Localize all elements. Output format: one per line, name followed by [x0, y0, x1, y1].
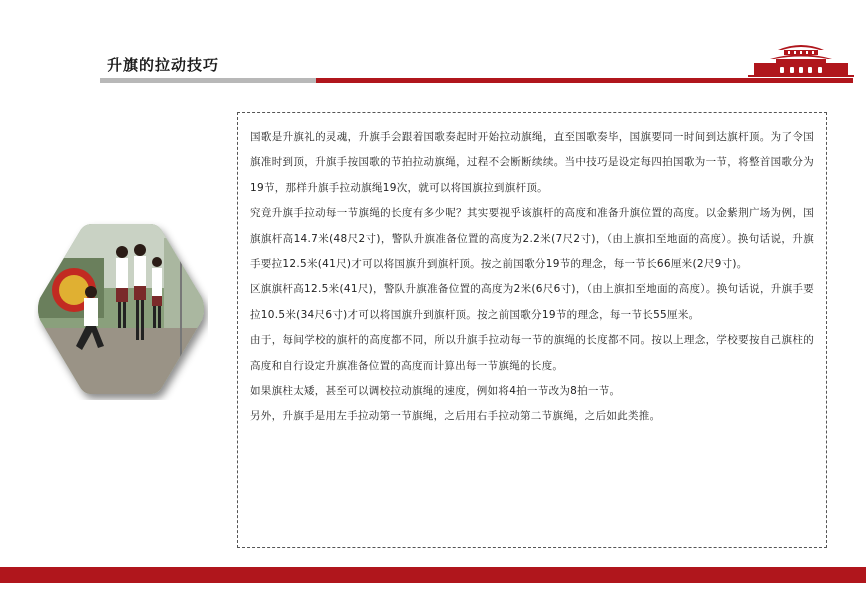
paragraph: 另外，升旗手是用左手拉动第一节旗绳，之后用右手拉动第二节旗绳，之后如此类推。	[250, 410, 661, 423]
paragraph: 如果旗柱太矮，甚至可以调校拉动旗绳的速度，例如将4拍一节改为8拍一节。	[250, 385, 621, 398]
tiananmen-gate-icon	[748, 38, 854, 78]
paragraph: 国歌是升旗礼的灵魂，升旗手会跟着国歌奏起时开始拉动旗绳，直至国歌奏毕，国旗要同一时间到达旗杆顶。为了令国旗准时到顶，升旗手按国歌的节拍拉动旗绳，过程不会断断续续。当中技巧是设定每四拍国歌为一节，将整首国歌分为19节，那样升旗手拉动旗绳19次，就可以将国旗拉到旗杆顶。	[250, 131, 814, 194]
footer-bar	[0, 567, 866, 583]
title-underline-gray	[100, 78, 316, 83]
page-title: 升旗的拉动技巧	[107, 56, 220, 74]
paragraph: 区旗旗杆高12.5米(41尺)，警队升旗准备位置的高度为2米(6尺6寸)，（由上旗扣至地面的高度）。换句话说，升旗手要拉10.5米(34尺6寸)才可以将国旗升到旗杆顶。按之前国歌分19节的理念，每一节长55厘米。	[250, 283, 814, 321]
paragraph: 由于，每间学校的旗杆的高度都不同，所以升旗手拉动每一节的旗绳的长度都不同。按以上理念，学校要按自己旗柱的高度和自行设定升旗准备位置的高度而计算出每一节旗绳的长度。	[250, 334, 814, 372]
content-text-box	[237, 112, 827, 548]
title-underline-red	[316, 78, 853, 83]
flag-raising-students-photo	[34, 218, 208, 400]
paragraph: 究竟升旗手拉动每一节旗绳的长度有多少呢？其实要视乎该旗杆的高度和准备升旗位置的高度。以金紫荆广场为例，国旗旗杆高14.7米(48尺2寸)，警队升旗准备位置的高度为2.2米(7尺2寸)，（由上旗扣至地面的高度）。换句话说，升旗手要拉12.5米(41尺)才可以将国旗升到旗杆顶。按之前国歌分19节的理念，每一节长66厘米(2尺9寸)。	[250, 207, 814, 271]
